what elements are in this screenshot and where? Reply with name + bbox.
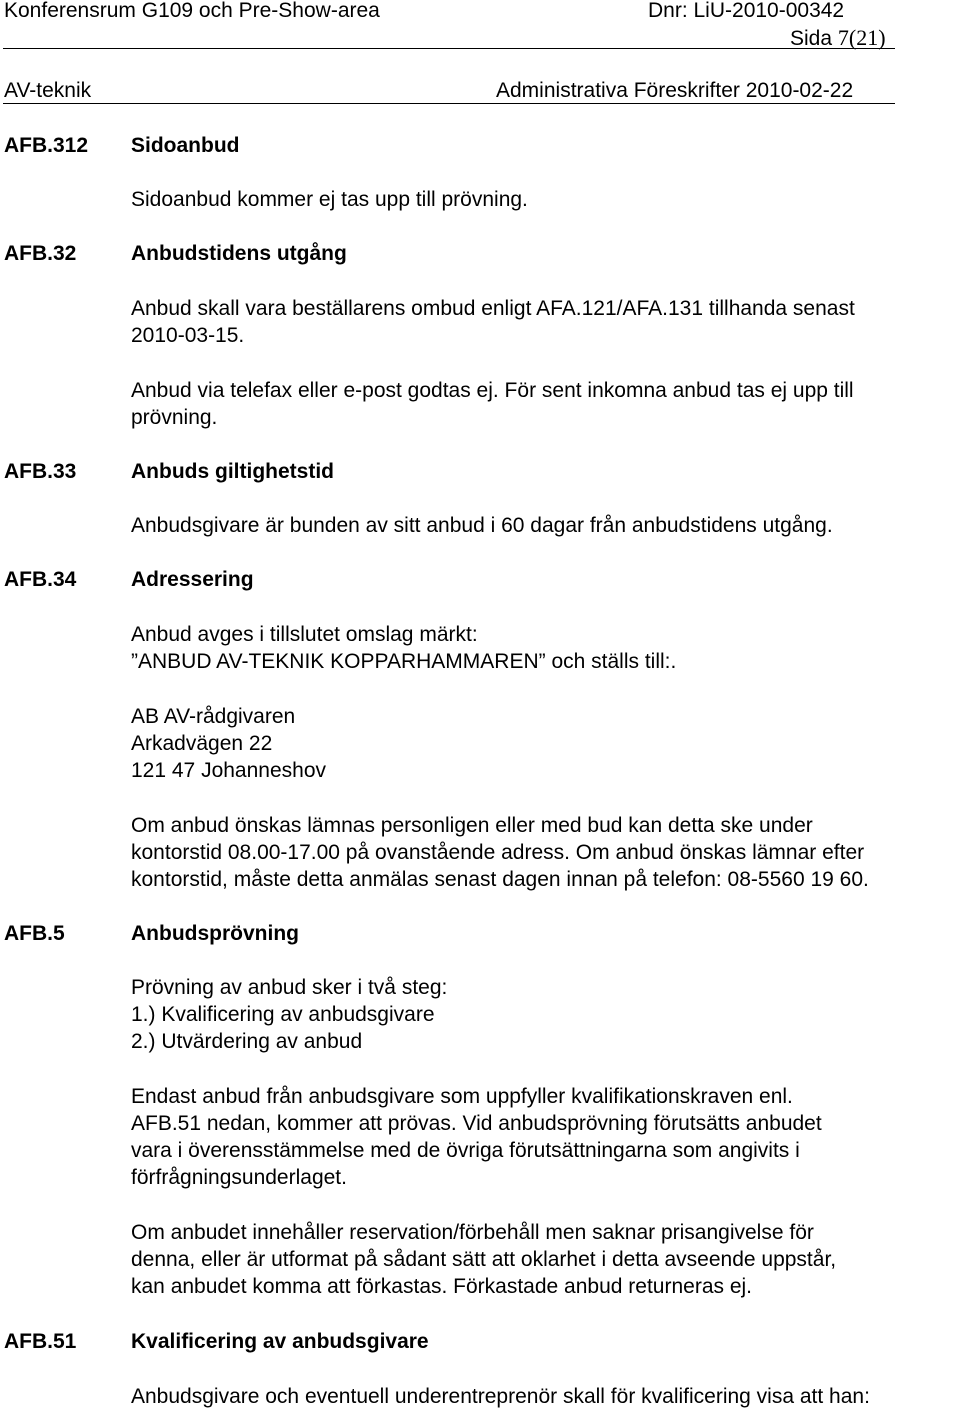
paragraph-line: Endast anbud från anbudsgivare som uppfyller kvalifikationskraven enl. (131, 1085, 793, 1108)
paragraph-line: kontorstid 08.00-17.00 på ovanstående adress. Om anbud önskas lämnar efter (131, 841, 865, 864)
section-code-afb312: AFB.312 (4, 134, 89, 157)
section-code-afb33: AFB.33 (4, 460, 77, 483)
section-body-afb32-p2 (131, 377, 854, 431)
section-body-afb32-p1 (131, 295, 855, 349)
section-code-afb5: AFB.5 (4, 922, 65, 945)
section-body-afb5-p2 (131, 1083, 822, 1191)
section-body-afb5-p1 (131, 974, 447, 1055)
paragraph-line: kan anbudet komma att förkastas. Förkastade anbud returneras ej. (131, 1275, 753, 1298)
address-line: AB AV-rådgivaren (131, 705, 296, 728)
address-line: Arkadvägen 22 (131, 732, 273, 755)
section-code-afb51: AFB.51 (4, 1330, 77, 1353)
section-body-afb33 (131, 512, 833, 539)
paragraph-line: Anbud avges i tillslutet omslag märkt: (131, 623, 478, 646)
section-code-afb34: AFB.34 (4, 568, 77, 591)
section-title-afb51: Kvalificering av anbudsgivare (131, 1330, 429, 1353)
header-divider-top (3, 48, 895, 49)
header-project-title: Konferensrum G109 och Pre-Show-area (4, 0, 380, 22)
paragraph-line: 2010-03-15. (131, 324, 245, 347)
paragraph-line: prövning. (131, 406, 218, 429)
section-title-afb32: Anbudstidens utgång (131, 242, 347, 265)
paragraph-line: denna, eller är utformat på sådant sätt att oklarhet i detta avseende uppstår, (131, 1248, 837, 1271)
section-title-afb5: Anbudsprövning (131, 922, 299, 945)
section-title-afb33: Anbuds giltighetstid (131, 460, 334, 483)
header-page-label: Sida (790, 27, 833, 50)
header-page-number: 7(21) (837, 25, 886, 50)
header-divider-bottom (3, 103, 895, 104)
list-item: 2.) Utvärdering av anbud (131, 1030, 363, 1053)
section-title-afb312: Sidoanbud (131, 134, 240, 157)
paragraph-line: Om anbud önskas lämnas personligen eller med bud kan detta ske under (131, 814, 813, 837)
header-document-number: Dnr: LiU-2010-00342 (648, 0, 845, 22)
paragraph-line: Anbud skall vara beställarens ombud enligt AFA.121/AFA.131 tillhanda senast (131, 297, 855, 320)
paragraph-line: ”ANBUD AV-TEKNIK KOPPARHAMMAREN” och ställs till:. (131, 650, 677, 673)
section-body-afb34-p2 (131, 812, 869, 893)
section-address-afb34 (131, 703, 326, 784)
header-document-type: Administrativa Föreskrifter 2010-02-22 (496, 79, 854, 102)
paragraph-line: Anbudsgivare är bunden av sitt anbud i 60 dagar från anbudstidens utgång. (131, 514, 833, 537)
paragraph-line: Om anbudet innehåller reservation/förbehåll men saknar prisangivelse för (131, 1221, 814, 1244)
paragraph-line: vara i överensstämmelse med de övriga förutsättningarna som angivits i (131, 1139, 800, 1162)
section-title-afb34: Adressering (131, 568, 254, 591)
address-line: 121 47 Johanneshov (131, 759, 326, 782)
paragraph-line: Anbud via telefax eller e-post godtas ej. För sent inkomna anbud tas ej upp till (131, 379, 854, 402)
paragraph-line: kontorstid, måste detta anmälas senast dagen innan på telefon: 08-5560 19 60. (131, 868, 869, 891)
section-code-afb32: AFB.32 (4, 242, 77, 265)
paragraph-line: förfrågningsunderlaget. (131, 1166, 347, 1189)
list-item: 1.) Kvalificering av anbudsgivare (131, 1003, 435, 1026)
paragraph-line: Anbudsgivare och eventuell underentreprenör skall för kvalificering visa att han: (131, 1385, 870, 1408)
header-document-subject: AV-teknik (4, 79, 92, 102)
paragraph-line: Prövning av anbud sker i två steg: (131, 976, 448, 999)
section-body-afb34-p1 (131, 621, 676, 675)
section-body-afb312 (131, 186, 528, 213)
section-body-afb51 (131, 1383, 870, 1410)
paragraph-line: Sidoanbud kommer ej tas upp till prövning. (131, 188, 528, 211)
section-body-afb5-p3 (131, 1219, 836, 1300)
paragraph-line: AFB.51 nedan, kommer att prövas. Vid anbudsprövning förutsätts anbudet (131, 1112, 822, 1135)
